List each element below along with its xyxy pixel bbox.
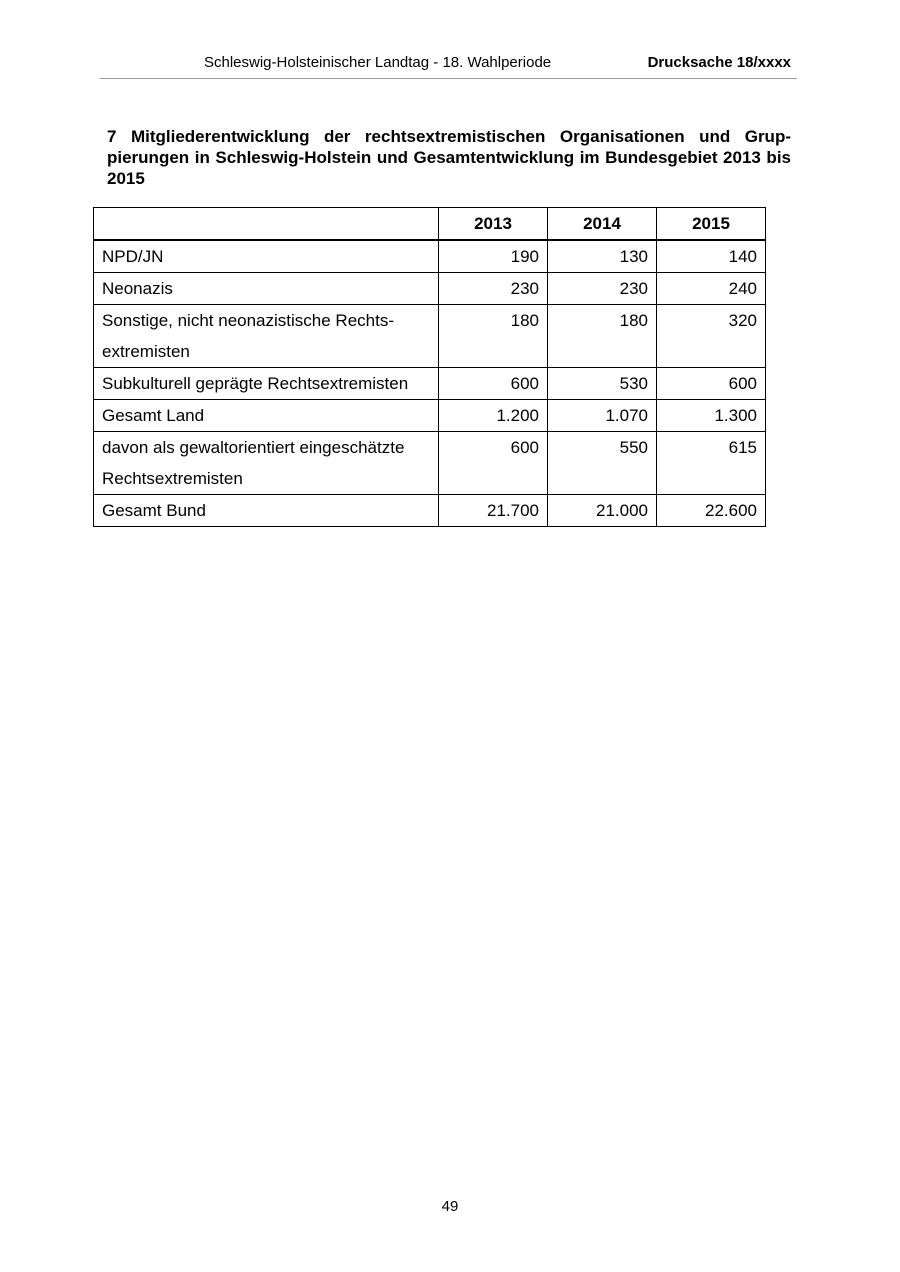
table-header-row: [94, 208, 766, 241]
cell-value: 21.000: [548, 495, 657, 527]
cell-value: 530: [548, 368, 657, 400]
table-row: [94, 305, 766, 368]
cell-value: 140: [657, 240, 766, 273]
row-label: Neonazis: [94, 273, 439, 305]
document-number: Drucksache 18/xxxx: [647, 54, 791, 71]
cell-value: 600: [439, 368, 548, 400]
row-label: Gesamt Bund: [94, 495, 439, 527]
cell-value: 1.300: [657, 400, 766, 432]
cell-value: 230: [439, 273, 548, 305]
cell-value: 600: [657, 368, 766, 400]
row-label: NPD/JN: [94, 240, 439, 273]
row-label: Sonstige, nicht neonazistische Rechts-extremisten: [94, 305, 439, 368]
table-header-cell-2014: 2014: [548, 208, 657, 241]
table-header-cell-label: [94, 208, 439, 241]
cell-value: 230: [548, 273, 657, 305]
page-header: [100, 52, 797, 79]
row-label: Subkulturell geprägte Rechtsextremisten: [94, 368, 439, 400]
header-title: Schleswig-Holsteinischer Landtag - 18. Wahlperiode: [204, 54, 552, 71]
row-label: davon als gewaltorientiert eingeschätzte Rechtsextremisten: [94, 432, 439, 495]
cell-value: 320: [657, 305, 766, 368]
section-title: 7 Mitgliederentwicklung der rechtsextremistischen Organisationen und Gruppierungen in Schleswig-Holstein und Gesamtentwicklung im Bundesgebiet 2013 bis 2015: [107, 127, 791, 188]
row-label: Gesamt Land: [94, 400, 439, 432]
table-header-cell-2015: 2015: [657, 208, 766, 241]
table-row: [94, 368, 766, 400]
table-row: [94, 400, 766, 432]
cell-value: 21.700: [439, 495, 548, 527]
cell-value: 22.600: [657, 495, 766, 527]
cell-value: 180: [548, 305, 657, 368]
membership-table: [93, 207, 766, 527]
cell-value: 1.070: [548, 400, 657, 432]
table-header-cell-2013: 2013: [439, 208, 548, 241]
cell-value: 615: [657, 432, 766, 495]
cell-value: 190: [439, 240, 548, 273]
cell-value: 130: [548, 240, 657, 273]
table-row: [94, 432, 766, 495]
table-row: [94, 495, 766, 527]
cell-value: 550: [548, 432, 657, 495]
table-row: [94, 240, 766, 273]
table-row: [94, 273, 766, 305]
cell-value: 600: [439, 432, 548, 495]
cell-value: 240: [657, 273, 766, 305]
cell-value: 180: [439, 305, 548, 368]
page-number: 49: [441, 1198, 459, 1215]
cell-value: 1.200: [439, 400, 548, 432]
